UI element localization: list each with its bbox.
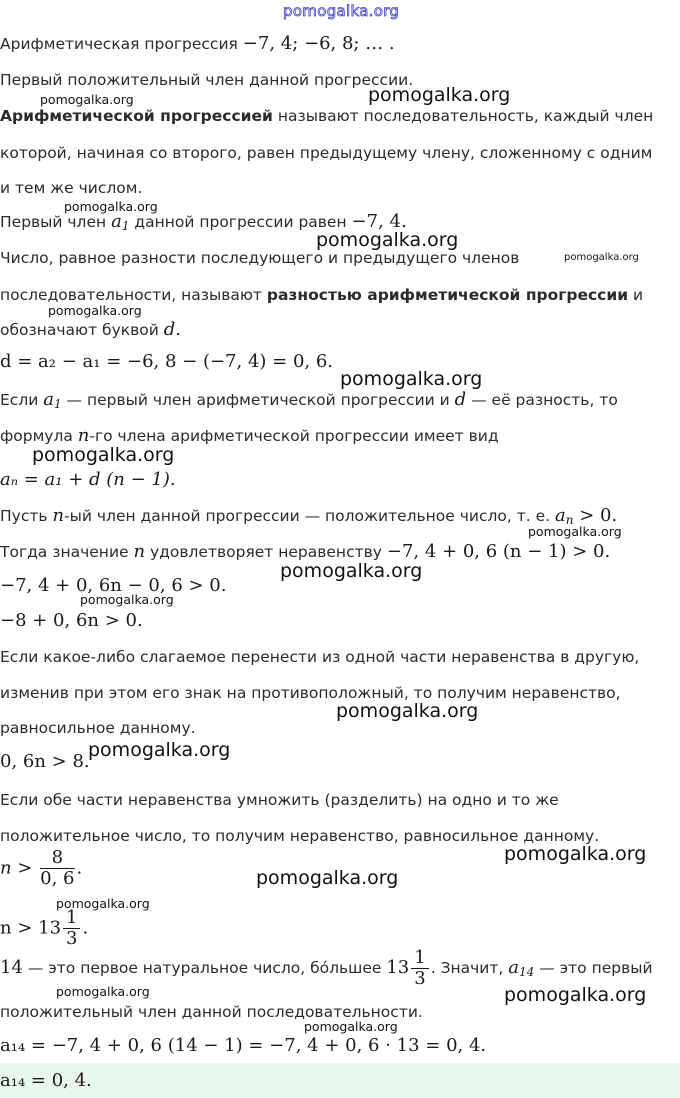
nth-text-b: — первый член арифметической прогрессии и — [61, 391, 455, 409]
watermark: pomogalka.org — [48, 303, 142, 318]
fraction-denominator: 0, 6 — [40, 868, 75, 889]
n-symbol-3: n — [133, 541, 146, 562]
rule-2-line-1: Если обе части неравенства умножить (разделить) на одно и то же — [0, 791, 559, 809]
rule-1-line-2: изменив при этом его знак на противоположный, то получим неравенство, — [0, 684, 621, 702]
concl-text-b: . Значит, — [430, 959, 509, 977]
number-13: 13 — [386, 957, 410, 978]
watermark: pomogalka.org — [64, 199, 158, 214]
definition-line-3: и тем же числом. — [0, 179, 143, 197]
period-2: . — [82, 917, 89, 939]
a1-symbol-2: $a_1$ — [43, 389, 62, 411]
definition-text: называют последовательность, каждый член — [272, 107, 654, 125]
mixed-number-inequality — [0, 908, 88, 949]
inequality-line — [0, 542, 610, 562]
fraction-denominator-2: 3 — [66, 928, 78, 949]
rule-2-line-2: положительное число, то получим неравенство, равносильное данному. — [0, 827, 600, 845]
problem-sequence: −7, 4; −6, 8; … . — [242, 33, 395, 54]
difference-text-end: и — [628, 286, 644, 304]
conclusion-line-2: положительный член данной последовательности. — [0, 1003, 423, 1021]
watermark: pomogalka.org — [32, 444, 175, 466]
difference-line-2 — [0, 285, 643, 305]
ineq-formula: −7, 4 + 0, 6 (n − 1) > 0. — [386, 541, 611, 562]
watermark: pomogalka.org — [280, 560, 423, 582]
nth-term-formula: aₙ = a₁ + d (n − 1). — [0, 469, 176, 490]
answer-highlight — [0, 1063, 680, 1098]
nth-term-line-1 — [0, 390, 618, 414]
number-14: 14 — [0, 957, 23, 978]
definition-line-1 — [0, 106, 653, 126]
watermark: pomogalka.org — [340, 368, 483, 390]
n-symbol-2: n — [52, 505, 65, 526]
watermark-top: pomogalka.org — [283, 2, 400, 20]
positive-condition-line — [0, 506, 617, 530]
problem-text: Арифметическая прогрессия — [0, 35, 243, 53]
definition-line-2: которой, начиная со второго, равен предыдущему члену, сложенному с одним — [0, 144, 653, 162]
watermark: pomogalka.org — [80, 592, 174, 607]
n-gt-13: n > 13 — [0, 917, 62, 939]
ineq-text-b: удовлетворяет неравенству — [145, 543, 387, 561]
watermark: pomogalka.org — [316, 229, 459, 251]
formula-text-b: -го члена арифметической прогрессии имеет вид — [89, 427, 499, 445]
rule-1-line-1: Если какое-либо слагаемое перенести из одной части неравенства в другую, — [0, 648, 640, 666]
term-arithmetic-progression: Арифметической прогрессией — [0, 107, 273, 125]
watermark: pomogalka.org — [56, 896, 150, 911]
watermark: pomogalka.org — [304, 1019, 398, 1034]
watermark: pomogalka.org — [368, 84, 511, 106]
watermark: pomogalka.org — [256, 867, 399, 889]
fraction-numerator-2: 1 — [63, 908, 80, 929]
concl-text-c: — это первый — [534, 959, 653, 977]
difference-line-1: Число, равное разности последующего и предыдущего членов — [0, 249, 520, 267]
an-symbol: $a_n$ — [555, 505, 574, 527]
fraction-1-3-b — [411, 948, 428, 989]
inequality-step-3: 0, 6n > 8. — [0, 751, 90, 772]
cond-text-a: Пусть — [0, 507, 53, 525]
fraction-inequality — [0, 848, 82, 889]
n-symbol: n — [77, 425, 90, 446]
problem-line — [0, 34, 395, 54]
watermark: pomogalka.org — [504, 984, 647, 1006]
notation-text: обозначают буквой — [0, 321, 164, 339]
inequality-step-2: −8 + 0, 6n > 0. — [0, 610, 143, 631]
nth-term-line-2 — [0, 426, 499, 446]
formula-text-a: формула — [0, 427, 78, 445]
first-term-value: −7, 4. — [351, 211, 407, 232]
cond-text-b: -ый член данной прогрессии — положительное число, т. е. — [64, 507, 556, 525]
a1-symbol: $a_1$ — [111, 211, 130, 233]
watermark: pomogalka.org — [40, 92, 134, 107]
a14-calculation: a₁₄ = −7, 4 + 0, 6 (14 − 1) = −7, 4 + 0, 6 · 13 = 0, 4. — [0, 1035, 487, 1056]
nth-text-c: — её разность, то — [466, 391, 618, 409]
fraction-numerator-3: 1 — [411, 948, 428, 969]
period: . — [76, 857, 83, 879]
ineq-text-a: Тогда значение — [0, 543, 134, 561]
task-line: Первый положительный член данной прогрессии. — [0, 71, 414, 89]
term-difference: разностью арифметической прогрессии — [266, 286, 629, 304]
watermark: pomogalka.org — [88, 739, 231, 761]
a14-symbol: $a_{14}$ — [508, 957, 535, 979]
fraction-denominator-3: 3 — [414, 968, 426, 989]
watermark: pomogalka.org — [336, 700, 479, 722]
watermark: pomogalka.org — [564, 252, 639, 263]
watermark: pomogalka.org — [56, 984, 150, 999]
watermark: pomogalka.org — [504, 843, 647, 865]
inequality-step-1: −7, 4 + 0, 6n − 0, 6 > 0. — [0, 575, 227, 596]
concl-text-a: — это первое натуральное число, бо́льшее — [22, 959, 387, 977]
d-symbol-2: d — [454, 389, 467, 410]
fraction-8-over-06 — [40, 848, 74, 889]
first-term-text-2: данной прогрессии равен — [129, 213, 352, 231]
difference-line-3 — [0, 320, 181, 340]
fraction-1-3 — [63, 908, 80, 949]
conclusion-line-1 — [0, 948, 653, 989]
rule-1-line-3: равносильное данному. — [0, 719, 196, 737]
answer: a₁₄ = 0, 4. — [0, 1070, 92, 1091]
n-gt: n > — [0, 857, 33, 879]
difference-formula: d = a₂ − a₁ = −6, 8 − (−7, 4) = 0, 6. — [0, 351, 334, 372]
difference-text: последовательности, называют — [0, 286, 267, 304]
watermark: pomogalka.org — [528, 524, 622, 539]
cond-inequality: > 0. — [573, 505, 618, 526]
first-term-text: Первый член — [0, 213, 112, 231]
nth-text-a: Если — [0, 391, 44, 409]
fraction-numerator: 8 — [40, 848, 74, 869]
d-symbol: d. — [163, 319, 182, 340]
